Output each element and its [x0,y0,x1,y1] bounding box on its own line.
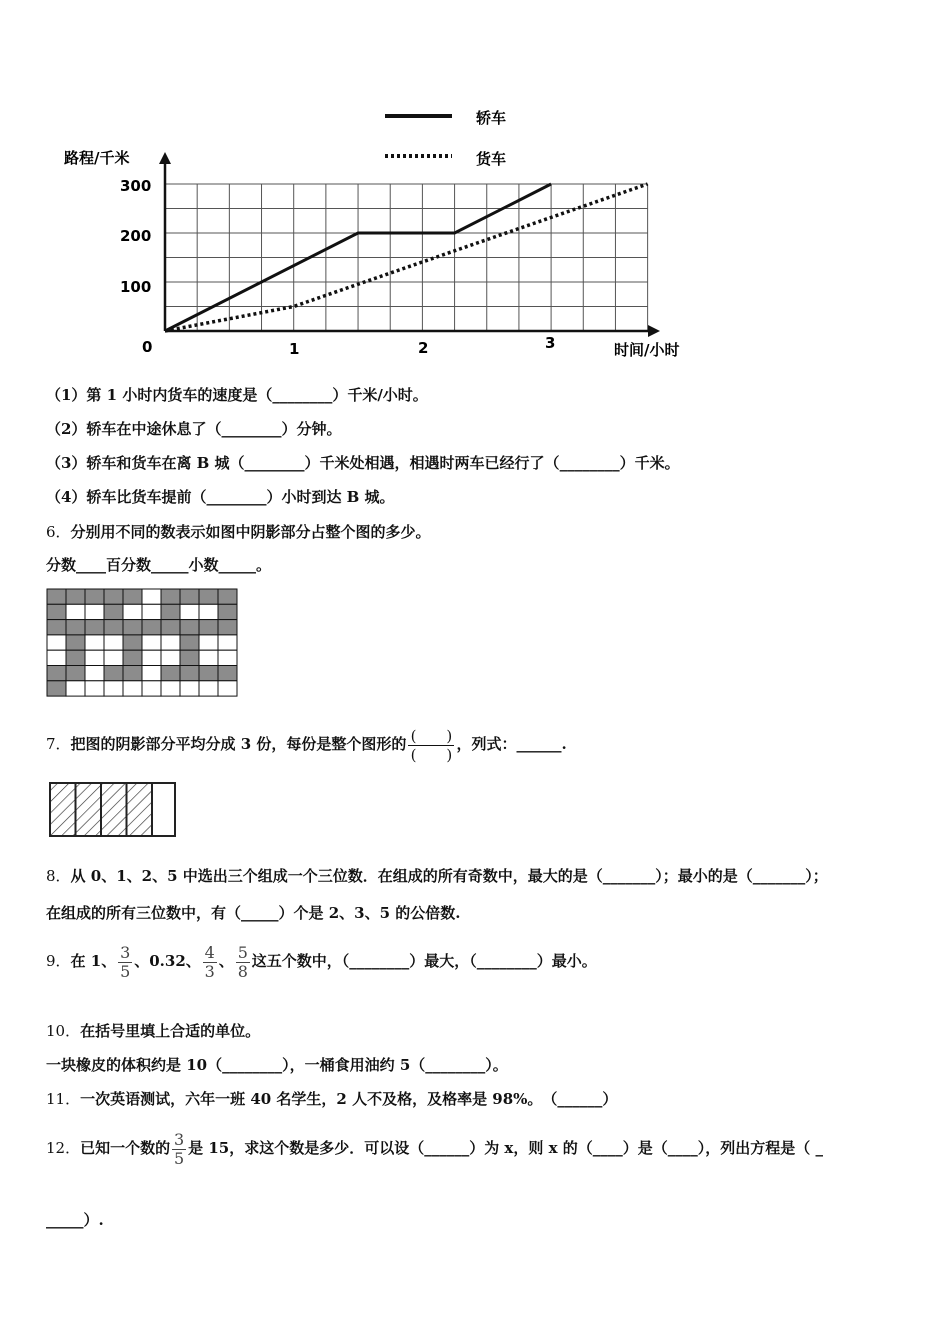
shaded-cell [66,650,85,665]
shaded-cell [47,666,66,681]
shaded-cell [180,589,199,604]
shaded-cell [104,589,123,604]
blank-cell [142,589,161,604]
blank-cell [104,650,123,665]
q6-answer-line: 分数____百分数_____小数_____。 [46,556,272,574]
shaded-cell [199,589,218,604]
shaded-cell [66,666,85,681]
shaded-cell [104,666,123,681]
shaded-cell [180,635,199,650]
q5-part3: （3）轿车和货车在离 B 城（________）千米处相遇，相遇时两车已经行了（________）千米。 [46,454,680,472]
y-axis-arrow-icon [159,152,171,164]
answer-fraction-blank [408,727,454,764]
shaded-cell [123,666,142,681]
x-tick-2: 2 [418,339,429,357]
x-tick-1: 1 [289,340,300,358]
blank-cell [142,650,161,665]
shaded-cell [161,589,180,604]
denominator: 5 [120,961,131,981]
question-number: 7． [46,735,71,753]
question-text: 一次英语测试，六年一班 40 名学生，2 人不及格，及格率是 98%。 （______） [80,1090,618,1108]
blank-cell [66,604,85,619]
q5-part2: （2）轿车在中途休息了（________）分钟。 [46,420,342,438]
question-text: 、0.32、 [134,952,201,970]
blank-cell [199,650,218,665]
blank-cell [161,635,180,650]
blank-cell [85,635,104,650]
question-text: 这五个数中，（________）最大，（________）最小。 [251,952,597,970]
blank-cell [142,635,161,650]
denominator: 5 [174,1148,185,1168]
question-7 [46,722,567,766]
blank-cell [218,650,237,665]
fraction-3-5 [172,1131,186,1168]
blank-cell [85,650,104,665]
shaded-cell [47,620,66,635]
question-number: 9． [46,952,71,970]
q7-shaded-bar-figure [48,781,178,839]
denominator: 8 [237,961,248,981]
question-12-line2: _____）. [46,1211,104,1229]
blank-cell [47,650,66,665]
shaded-cell [104,604,123,619]
x-axis-arrow-icon [648,325,660,337]
shaded-cell [161,666,180,681]
blank-cell [66,681,85,696]
blank-cell [218,635,237,650]
origin-label: 0 [142,338,153,356]
question-text: 是 15，求这个数是多少．可以设（______）为 x，则 x 的（____）是（____），列出方程是（ _ [188,1139,823,1157]
question-text: 在 1、 [70,952,117,970]
shaded-cell [218,604,237,619]
shaded-cell [199,620,218,635]
blank-cell [85,681,104,696]
shaded-cell [218,620,237,635]
shaded-cell [180,650,199,665]
question-number: 10． [46,1022,81,1040]
fraction-3-5 [118,944,132,981]
shaded-cell [218,589,237,604]
blank-cell [85,604,104,619]
question-text: 在括号里填上合适的单位。 [80,1022,261,1040]
shaded-cell [123,635,142,650]
q5-part1: （1）第 1 小时内货车的速度是（________）千米/小时。 [46,386,428,404]
blank-cell [142,666,161,681]
blank-cell [180,681,199,696]
blank-cell [218,681,237,696]
shaded-cell [218,666,237,681]
numerator: 5 [237,942,248,962]
y-axis-label: 路程/千米 [64,149,130,167]
shaded-cell [66,620,85,635]
question-8 [46,866,828,886]
distance-time-chart [0,95,720,370]
question-8-line2: 在组成的所有三位数中，有（_____）个是 2、3、5 的公倍数. [46,904,461,922]
question-number: 11． [46,1090,81,1108]
question-10-line2: 一块橡皮的体积约是 10（________），一桶食用油约 5（________）。 [46,1056,508,1074]
blank-cell [199,635,218,650]
blank-cell [123,681,142,696]
q5-part4: （4）轿车比货车提前（________）小时到达 B 城。 [46,488,395,506]
shaded-cell [104,620,123,635]
question-text: 分别用不同的数表示如图中阴影部分占整个图的多少。 [70,523,431,541]
question-6 [46,522,431,542]
question-12 [46,1124,823,1172]
q6-shaded-grid-figure [46,588,238,698]
numerator: 3 [174,1129,185,1149]
blank-cell [104,635,123,650]
shaded-cell [123,650,142,665]
y-tick-200: 200 [120,227,152,245]
chart-grid [165,184,648,331]
fraction-5-8 [236,944,250,981]
question-text: 、 [218,952,234,970]
blank-cell [161,681,180,696]
x-axis-label: 时间/小时 [614,341,680,359]
numerator: 4 [204,942,215,962]
shaded-cell [47,681,66,696]
shaded-cell [142,620,161,635]
shaded-cell [180,620,199,635]
y-tick-300: 300 [120,177,152,195]
question-text: 把图的阴影部分平均分成 3 份，每份是整个图形的 [70,735,407,753]
shaded-cell [85,620,104,635]
shaded-cell [123,620,142,635]
blank-cell [85,666,104,681]
fraction-4-3 [203,944,217,981]
shaded-cell [180,666,199,681]
shaded-cell [85,589,104,604]
fraction-numerator-blank: ( ) [410,726,453,745]
question-10 [46,1021,260,1041]
question-number: 8． [46,867,71,885]
question-text-tail: ，列式：______. [456,735,567,753]
question-text: 从 0、1、2、5 中选出三个组成一个三位数．在组成的所有奇数中，最大的是（_______）；最小的是（_______）； [70,867,828,885]
blank-cell [47,635,66,650]
shaded-cell [199,666,218,681]
legend-truck-label: 货车 [476,150,507,168]
shaded-cell [161,604,180,619]
y-tick-100: 100 [120,278,152,296]
shaded-cell [47,604,66,619]
shaded-cell [123,589,142,604]
question-number: 12． [46,1139,81,1157]
fraction-denominator-blank: ( ) [410,745,453,764]
x-tick-3: 3 [545,334,556,352]
shaded-cell [66,635,85,650]
legend-sedan-label: 轿车 [476,109,507,127]
question-9 [46,937,597,985]
numerator: 3 [120,942,131,962]
blank-cell [142,681,161,696]
blank-cell [104,681,123,696]
blank-cell [180,604,199,619]
question-text: 已知一个数的 [80,1139,171,1157]
question-number: 6． [46,523,71,541]
shaded-cell [161,620,180,635]
blank-cell [142,604,161,619]
blank-cell [199,604,218,619]
blank-cell [199,681,218,696]
question-11 [46,1089,617,1109]
denominator: 3 [204,961,215,981]
blank-cell [123,604,142,619]
shaded-cell [66,589,85,604]
shaded-cell [47,589,66,604]
blank-cell [161,650,180,665]
